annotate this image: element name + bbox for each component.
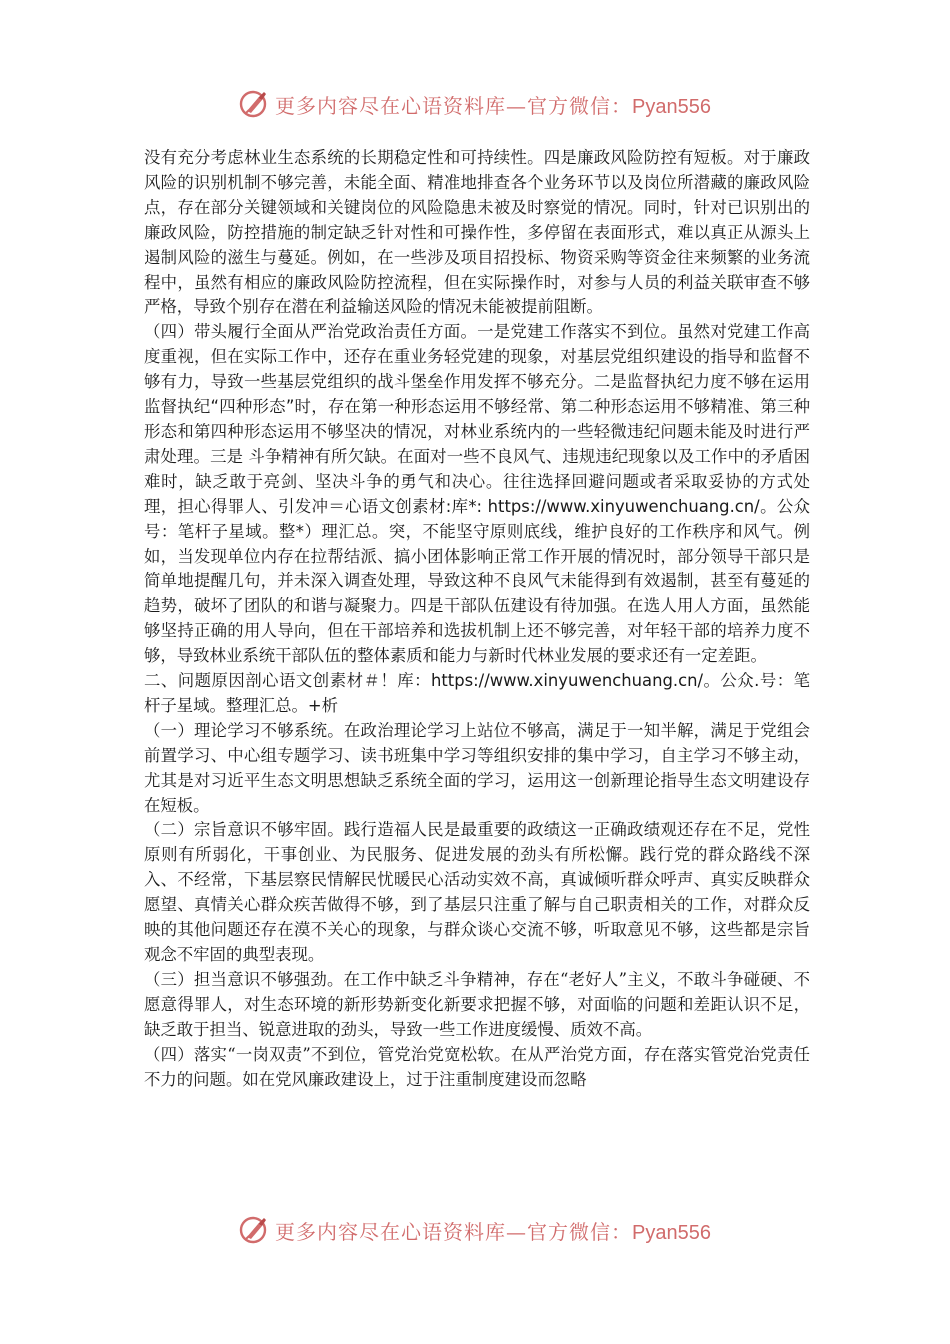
banner-slogan: 更多内容尽在心语资料库—官方微信： — [275, 1219, 633, 1244]
fountain-pen-logo-icon — [239, 1215, 269, 1245]
header-banner — [0, 82, 950, 126]
footer-banner — [0, 1208, 950, 1252]
paragraph-dual-duty: （四）落实“一岗双责”不到位，管党治党宽松软。在从严治党方面，存在落实管党治党责任不力的问题。如在党风廉政建设上，过于注重制度建设而忽略 — [144, 1044, 810, 1089]
paragraph-purpose-awareness: （二）宗旨意识不够牢固。践行造福人民是最重要的政绩这一正确政绩观还存在不足，党性原则有所弱化，干事创业、为民服务、促进发展的劲头有所松懈。践行党的群众路线不深入、不经常，下基层察民情解民忧暖民心活动实效不高，真诚倾听群众呼声、真实反映群众愿望、真情关心群众疾苦做得不够，到了基层只注重了解与自己职责相关的工作，对群众反映的其他问题还存在漠不关心的现象，与群众谈心交流不够，听取意见不够，这些都是宗旨观念不牢固的典型表现。 — [144, 820, 810, 964]
paragraph-responsibility: （三）担当意识不够强劲。在工作中缺乏斗争精神，存在“老好人”主义，不敢斗争碰硬、不愿意得罪人，对生态环境的新形势新变化新要求把握不够，对面临的问题和差距认识不足，缺乏敢于担当、锐意进取的劲头，导致一些工作进度缓慢、质效不高。 — [144, 969, 810, 1039]
banner-wechat-id: Pyan556 — [632, 1221, 711, 1244]
paragraph-forest-risk: 没有充分考虑林业生态系统的长期稳定性和可持续性。四是廉政风险防控有短板。对于廉政风险的识别机制不够完善，未能全面、精准地排查各个业务环节以及岗位所潜藏的廉政风险点，存在部分关键领域和关键岗位的风险隐患未被及时察觉的情况。同时，针对已识别出的廉政风险，防控措施的制定缺乏针对性和可操作性，多停留在表面形式，难以真正从源头上遏制风险的滋生与蔓延。例如，在一些涉及项目招投标、物资采购等资金往来频繁的业务流程中，虽然有相应的廉政风险防控流程，但在实际操作时，对参与人员的利益关联审查不够严格，导致个别存在潜在利益输送风险的情况未能被提前阻断。 — [144, 148, 810, 317]
fountain-pen-logo-icon — [239, 89, 269, 119]
banner-slogan: 更多内容尽在心语资料库—官方微信： — [275, 93, 633, 118]
paragraph-theory-study: （一）理论学习不够系统。在政治理论学习上站位不够高，满足于一知半解，满足于党组会前置学习、中心组专题学习、读书班集中学习等组织安排的集中学习，自主学习不够主动，尤其是对习近平生态文明思想缺乏系统全面的学习，运用这一创新理论指导生态文明建设存在短板。 — [144, 720, 810, 815]
paragraph-party-responsibility: （四）带头履行全面从严治党政治责任方面。一是党建工作落实不到位。虽然对党建工作高度重视，但在实际工作中，还存在重业务轻党建的现象，对基层党组织建设的指导和监督不够有力，导致一些基层党组织的战斗堡垒作用发挥不够充分。二是监督执纪力度不够在运用监督执纪“四种形态”时，存在第一种形态运用不够经常、第二种形态运用不够精准、第三种形态和第四种形态运用不够坚决的情况，对林业系统内的一些轻微违纪问题未能及时进行严肃处理。三是 斗争精神有所欠缺。在面对一些不良风气、违规违纪现象以及工作中的矛盾困难时，缺乏敢于亮剑、坚决斗争的勇气和决心。往往选择回避问题或者采取妥协的方式处理，担心得罪人、引发冲＝心语文创素材:库*: https://www.xinyuwenchuang.cn/。公众号：笔杆子星域。整*）理汇总。突，不能坚守原则底线，维护良好的工作秩序和风气。例如，当发现单位内存在拉帮结派、搞小团体影响正常工作开展的情况时，部分领导干部只是简单地提醒几句，并未深入调查处理，导致这种不良风气未能得到有效遏制，甚至有蔓延的趋势，破坏了团队的和谐与凝聚力。四是干部队伍建设有待加强。在选人用人方面，虽然能够坚持正确的用人导向，但在干部培养和选拔机制上还不够完善，对年轻干部的培养力度不够，导致林业系统干部队伍的整体素质和能力与新时代林业发展的要求还有一定差距。 — [144, 322, 810, 666]
header-banner-text — [275, 90, 711, 119]
section-heading-causes: 二、问题原因剖心语文创素材＃！库：https://www.xinyuwenchuang.cn/。公众.号：笔杆子星域。整理汇总。+析 — [144, 671, 810, 715]
footer-banner-text — [275, 1216, 711, 1245]
banner-wechat-id: Pyan556 — [632, 95, 711, 118]
document-body — [144, 146, 810, 1092]
